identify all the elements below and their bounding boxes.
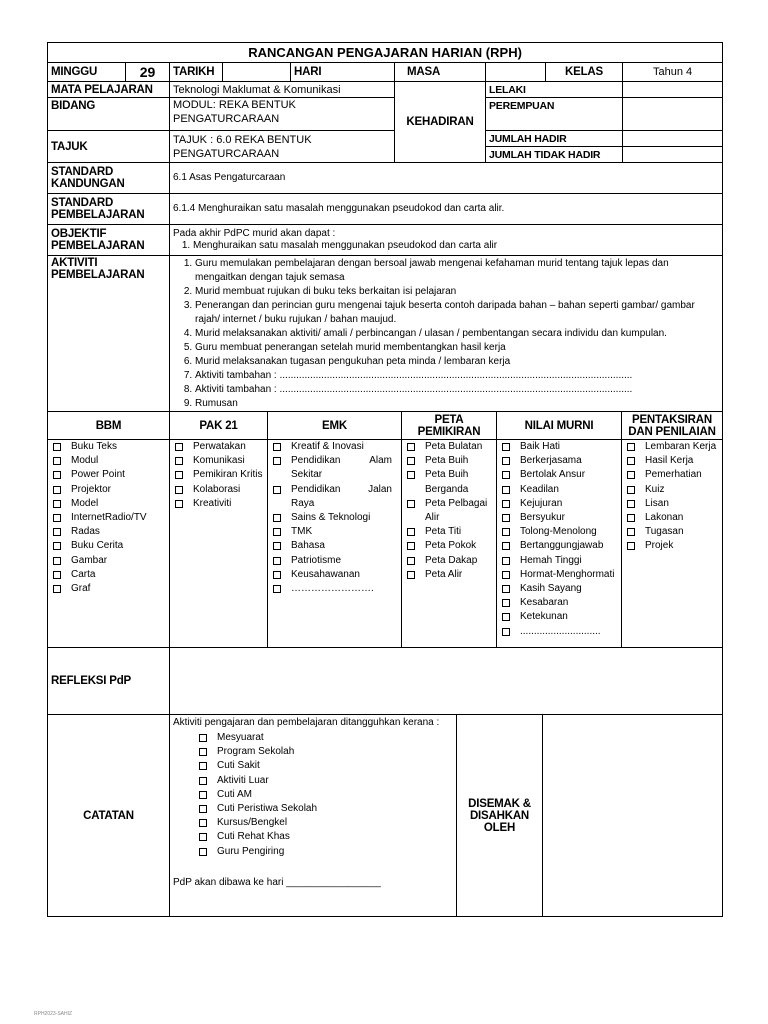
rph-form xyxy=(47,42,722,917)
mata-pelajaran-label: MATA PELAJARAN xyxy=(48,82,170,98)
catatan-checkbox-item[interactable] xyxy=(197,830,453,844)
checkbox-label: Peta Alir xyxy=(425,568,463,580)
checkbox-icon[interactable] xyxy=(273,528,281,536)
checkbox-label: Pendidikan Jalan Raya xyxy=(291,483,392,509)
emk-list-cell xyxy=(268,440,402,648)
pentaksiran-checkbox-item[interactable] xyxy=(625,454,719,468)
checkbox-icon[interactable] xyxy=(199,777,207,785)
catatan-checkbox-item[interactable] xyxy=(197,802,453,816)
checkbox-label: Kasih Sayang xyxy=(520,583,582,595)
refleksi-field[interactable] xyxy=(170,648,723,715)
form-title: RANCANGAN PENGAJARAN HARIAN (RPH) xyxy=(48,43,723,63)
checkbox-icon[interactable] xyxy=(199,748,207,756)
checkbox-icon[interactable] xyxy=(273,571,281,579)
objektif-item: 1. Menghuraikan satu masalah menggunakan pseudokod dan carta alir xyxy=(193,240,719,252)
catatan-label: CATATAN xyxy=(48,715,170,917)
tajuk-value[interactable]: TAJUK : 6.0 REKA BENTUK PENGATURCARAAN xyxy=(170,131,395,163)
standard-pembelajaran-label: STANDARD PEMBELAJARAN xyxy=(48,194,170,225)
peta-checkbox-item[interactable] xyxy=(405,440,493,454)
checkbox-icon[interactable] xyxy=(199,819,207,827)
checkbox-label: Pendidikan Alam Sekitar xyxy=(291,455,392,481)
peta-list xyxy=(405,440,493,582)
pak21-header: PAK 21 xyxy=(170,412,268,440)
checkbox-label: Model xyxy=(71,497,99,509)
nilai-checkbox-item[interactable] xyxy=(500,554,618,568)
aktiviti-item: 9. Rumusan xyxy=(195,397,719,411)
checkbox-icon[interactable] xyxy=(273,514,281,522)
pentaksiran-header: PENTAKSIRAN DAN PENILAIAN xyxy=(622,412,723,440)
nilai-checkbox-item[interactable] xyxy=(500,454,618,468)
checkbox-icon[interactable] xyxy=(627,471,635,479)
checkbox-label: Power Point xyxy=(71,469,125,481)
aktiviti-item: 1. Guru memulakan pembelajaran dengan bersoal jawab mengenai kefahaman murid tentang tajuk lepas dan mengaitkan dengan tajuk semasa xyxy=(195,257,719,285)
checkbox-icon[interactable] xyxy=(627,443,635,451)
emk-checkbox-item[interactable] xyxy=(271,554,392,568)
checkbox-icon[interactable] xyxy=(199,791,207,799)
catatan-checkbox-item[interactable] xyxy=(197,759,453,773)
checkbox-icon[interactable] xyxy=(53,514,61,522)
checkbox-icon[interactable] xyxy=(627,457,635,465)
checkbox-label: Komunikasi xyxy=(193,455,245,467)
checkbox-label: Hemah Tinggi xyxy=(520,554,582,566)
checkbox-label: Bahasa xyxy=(291,540,325,552)
checkbox-label: Lisan xyxy=(645,497,669,509)
checkbox-label: Peta Buih Berganda xyxy=(425,469,469,495)
tarikh-field[interactable] xyxy=(223,63,291,82)
pentaksiran-checkbox-item[interactable] xyxy=(625,539,719,553)
checkbox-label: Peta Dakap xyxy=(425,554,478,566)
refleksi-catatan-table xyxy=(47,647,723,917)
bbm-list-cell xyxy=(48,440,170,648)
bidang-value[interactable]: MODUL: REKA BENTUK PENGATURCARAAN xyxy=(170,98,395,131)
catatan-checkbox-item[interactable] xyxy=(197,788,453,802)
catatan-checkbox-item[interactable] xyxy=(197,745,453,759)
bbm-checkbox-item[interactable] xyxy=(51,511,166,525)
checkbox-icon[interactable] xyxy=(175,486,183,494)
aktiviti-item: 7. Aktiviti tambahan : ............................................................................................................................... xyxy=(195,369,719,383)
tajuk-label: TAJUK xyxy=(48,131,170,163)
objektif-label: OBJEKTIF PEMBELAJARAN xyxy=(48,225,170,256)
checkbox-label: Buku Teks xyxy=(71,441,117,452)
checkbox-label: InternetRadio/TV xyxy=(71,512,147,524)
checkbox-label: Tugasan xyxy=(645,526,684,538)
checkbox-label: Cuti Sakit xyxy=(217,760,260,772)
checkbox-icon[interactable] xyxy=(502,628,510,636)
pentaksiran-checkbox-item[interactable] xyxy=(625,468,719,482)
checkbox-label: Cuti Rehat Khas xyxy=(217,831,290,843)
checkbox-label: Kesabaran xyxy=(520,597,569,609)
disemak-label: DISEMAK & DISAHKAN OLEH xyxy=(457,715,543,917)
checkbox-icon[interactable] xyxy=(175,457,183,465)
peta-list-cell xyxy=(402,440,497,648)
checkbox-icon[interactable] xyxy=(407,500,415,508)
checkbox-label: Guru Pengiring xyxy=(217,845,285,857)
bbm-checkbox-item[interactable] xyxy=(51,440,166,454)
objektif-cell[interactable] xyxy=(170,225,723,256)
jumlah-hadir-label: JUMLAH HADIR xyxy=(486,131,623,147)
peta-checkbox-item[interactable] xyxy=(405,454,493,468)
refleksi-label: REFLEKSI PdP xyxy=(48,648,170,715)
checkbox-icon[interactable] xyxy=(502,486,510,494)
checkbox-label: Patriotisme xyxy=(291,554,342,566)
nilai-list xyxy=(500,440,618,639)
standard-kandungan-value[interactable]: 6.1 Asas Pengaturcaraan xyxy=(170,163,723,194)
checkbox-icon[interactable] xyxy=(502,542,510,550)
bbm-checkbox-item[interactable] xyxy=(51,497,166,511)
kelas-value[interactable]: Tahun 4 xyxy=(623,63,723,82)
checkbox-icon[interactable] xyxy=(273,443,281,451)
bbm-checkbox-item[interactable] xyxy=(51,568,166,582)
checkbox-label: Mesyuarat xyxy=(217,732,264,743)
bbm-checkbox-item[interactable] xyxy=(51,483,166,497)
nilai-header: NILAI MURNI xyxy=(497,412,622,440)
peta-checkbox-item[interactable] xyxy=(405,539,493,553)
pentaksiran-checkbox-item[interactable] xyxy=(625,440,719,454)
aktiviti-item: 2. Murid membuat rujukan di buku teks berkaitan isi pelajaran xyxy=(195,285,719,299)
lelaki-field[interactable] xyxy=(623,82,723,98)
checkbox-icon[interactable] xyxy=(407,542,415,550)
checkbox-label: Lakonan xyxy=(645,512,684,524)
bidang-label: BIDANG xyxy=(48,98,170,131)
checkbox-icon[interactable] xyxy=(53,443,61,451)
perempuan-field[interactable] xyxy=(623,98,723,131)
masa-label: MASA xyxy=(395,63,486,82)
checkbox-icon[interactable] xyxy=(502,500,510,508)
pak21-list xyxy=(173,440,264,511)
nilai-checkbox-item[interactable] xyxy=(500,440,618,454)
pentaksiran-checkbox-item[interactable] xyxy=(625,483,719,497)
checkbox-icon[interactable] xyxy=(53,500,61,508)
checkbox-label: Pemikiran Kritis xyxy=(193,469,263,481)
kehadiran-label: KEHADIRAN xyxy=(395,82,486,163)
checkbox-icon[interactable] xyxy=(502,471,510,479)
nilai-checkbox-item[interactable] xyxy=(500,468,618,482)
bbm-checkbox-item[interactable] xyxy=(51,525,166,539)
bbm-checkbox-item[interactable] xyxy=(51,468,166,482)
kelas-label: KELAS xyxy=(546,63,623,82)
checkbox-label: ……………………. xyxy=(291,583,374,595)
emk-checkbox-item[interactable] xyxy=(271,539,392,553)
checkbox-label: Hormat-Menghormati xyxy=(520,568,615,580)
checkbox-label: Kejujuran xyxy=(520,497,563,509)
checkbox-icon[interactable] xyxy=(502,599,510,607)
pentaksiran-checkbox-item[interactable] xyxy=(625,525,719,539)
checkbox-icon[interactable] xyxy=(199,762,207,770)
checkbox-label: Projek xyxy=(645,540,674,552)
pak21-checkbox-item[interactable] xyxy=(173,483,264,497)
aktiviti-label: AKTIVITI PEMBELAJARAN xyxy=(48,256,170,412)
standard-pembelajaran-value[interactable]: 6.1.4 Menghuraikan satu masalah menggunakan pseudokod dan carta alir. xyxy=(170,194,723,225)
catatan-checkbox-item[interactable] xyxy=(197,774,453,788)
nilai-checkbox-item[interactable] xyxy=(500,582,618,596)
checkbox-label: Lembaran Kerja xyxy=(645,441,717,452)
catatan-list xyxy=(173,731,453,859)
aktiviti-cell[interactable] xyxy=(170,256,723,412)
catatan-checkbox-item[interactable] xyxy=(197,816,453,830)
checkbox-label: Projektor xyxy=(71,483,112,495)
minggu-label: MINGGU xyxy=(48,63,126,82)
checkbox-icon[interactable] xyxy=(627,542,635,550)
peta-header: PETA PEMIKIRAN xyxy=(402,412,497,440)
rph-header-table xyxy=(47,42,723,412)
nilai-checkbox-item[interactable] xyxy=(500,610,618,624)
checkbox-label: Gambar xyxy=(71,554,108,566)
bbm-checkbox-item[interactable] xyxy=(51,554,166,568)
checkbox-label: Kuiz xyxy=(645,483,665,495)
emk-checkbox-item[interactable] xyxy=(271,440,392,454)
checkbox-label: Keusahawanan xyxy=(291,568,360,580)
jumlah-tidak-hadir-label: JUMLAH TIDAK HADIR xyxy=(486,147,623,163)
bbm-checkbox-item[interactable] xyxy=(51,582,166,596)
checkbox-icon[interactable] xyxy=(53,585,61,593)
checkbox-label: Baik Hati xyxy=(520,441,561,452)
aktiviti-item: 5. Guru membuat penerangan setelah murid membentangkan hasil kerja xyxy=(195,341,719,355)
checkbox-icon[interactable] xyxy=(407,443,415,451)
bbm-checkbox-item[interactable] xyxy=(51,539,166,553)
peta-checkbox-item[interactable] xyxy=(405,525,493,539)
nilai-checkbox-item[interactable] xyxy=(500,539,618,553)
checkbox-label: Berkerjasama xyxy=(520,455,582,467)
perempuan-label: PEREMPUAN xyxy=(486,98,623,131)
checkbox-label: Kolaborasi xyxy=(193,483,241,495)
pentaksiran-checkbox-item[interactable] xyxy=(625,511,719,525)
emk-checkbox-item[interactable] xyxy=(271,511,392,525)
bbm-checkbox-item[interactable] xyxy=(51,454,166,468)
checkbox-label: Graf xyxy=(71,583,91,595)
peta-checkbox-item[interactable] xyxy=(405,568,493,582)
checkbox-icon[interactable] xyxy=(273,457,281,465)
checkbox-label: Sains & Teknologi xyxy=(291,512,371,524)
nilai-checkbox-item[interactable] xyxy=(500,568,618,582)
checkbox-label: Modul xyxy=(71,455,99,467)
checkbox-icon[interactable] xyxy=(273,486,281,494)
emk-header: EMK xyxy=(268,412,402,440)
checkbox-icon[interactable] xyxy=(502,528,510,536)
catatan-checkbox-item[interactable] xyxy=(197,731,453,745)
checkbox-icon[interactable] xyxy=(53,457,61,465)
bbm-list xyxy=(51,440,166,596)
nilai-checkbox-item[interactable] xyxy=(500,625,618,639)
checkbox-label: Kreatif & Inovasi xyxy=(291,441,364,452)
pak21-checkbox-item[interactable] xyxy=(173,468,264,482)
nilai-checkbox-item[interactable] xyxy=(500,596,618,610)
checkbox-icon[interactable] xyxy=(273,585,281,593)
checkbox-label: Peta Bulatan xyxy=(425,441,483,452)
emk-list xyxy=(271,440,398,596)
emk-checkbox-item[interactable] xyxy=(271,582,392,596)
mata-pelajaran-value[interactable]: Teknologi Maklumat & Komunikasi xyxy=(170,82,395,98)
aktiviti-item: 6. Murid melaksanakan tugasan pengukuhan peta minda / lembaran kerja xyxy=(195,355,719,369)
pentaksiran-list-cell xyxy=(622,440,723,648)
checkbox-label: Perwatakan xyxy=(193,441,246,452)
checkbox-icon[interactable] xyxy=(53,486,61,494)
checkbox-label: Carta xyxy=(71,568,96,580)
peta-checkbox-item[interactable] xyxy=(405,468,493,496)
checkbox-label: Ketekunan xyxy=(520,611,568,623)
nilai-checkbox-item[interactable] xyxy=(500,497,618,511)
checkbox-label: Peta Titi xyxy=(425,526,462,538)
tarikh-label: TARIKH xyxy=(170,63,223,82)
standard-kandungan-label: STANDARD KANDUNGAN xyxy=(48,163,170,194)
pak21-checkbox-item[interactable] xyxy=(173,454,264,468)
checkbox-icon[interactable] xyxy=(502,443,510,451)
aktiviti-list xyxy=(173,257,719,411)
checkbox-icon[interactable] xyxy=(502,457,510,465)
catatan-checkbox-item[interactable] xyxy=(197,845,453,859)
checkbox-icon[interactable] xyxy=(627,514,635,522)
pentaksiran-checkbox-item[interactable] xyxy=(625,497,719,511)
checkbox-icon[interactable] xyxy=(175,443,183,451)
checkbox-icon[interactable] xyxy=(502,514,510,522)
checkbox-icon[interactable] xyxy=(407,557,415,565)
nilai-checkbox-item[interactable] xyxy=(500,525,618,539)
nilai-checkbox-item[interactable] xyxy=(500,483,618,497)
checkbox-icon[interactable] xyxy=(627,528,635,536)
checkbox-label: Peta Buih xyxy=(425,455,469,467)
checkbox-label: Cuti AM xyxy=(217,788,253,800)
masa-field[interactable] xyxy=(486,63,546,82)
checkbox-label: ............................. xyxy=(520,625,601,637)
aktiviti-item: 8. Aktiviti tambahan : ............................................................................................................................... xyxy=(195,383,719,397)
checkbox-icon[interactable] xyxy=(502,571,510,579)
pentaksiran-list xyxy=(625,440,719,554)
checklist-table xyxy=(47,411,723,648)
hari-label: HARI xyxy=(291,63,395,82)
checkbox-icon[interactable] xyxy=(273,557,281,565)
checkbox-label: Aktiviti Luar xyxy=(217,774,269,786)
checkbox-label: Peta Pelbagai Alir xyxy=(425,497,488,524)
peta-checkbox-item[interactable] xyxy=(405,554,493,568)
disemak-field[interactable] xyxy=(543,715,723,917)
checkbox-icon[interactable] xyxy=(627,500,635,508)
checkbox-label: Cuti Peristiwa Sekolah xyxy=(217,803,318,815)
minggu-value[interactable]: 29 xyxy=(126,63,170,82)
checkbox-icon[interactable] xyxy=(199,734,207,742)
footer-code: RPH2023-SAHIZ xyxy=(34,1011,73,1017)
checkbox-icon[interactable] xyxy=(53,471,61,479)
checkbox-icon[interactable] xyxy=(273,542,281,550)
checkbox-icon[interactable] xyxy=(199,848,207,856)
checkbox-icon[interactable] xyxy=(407,457,415,465)
emk-checkbox-item[interactable] xyxy=(271,483,392,511)
checkbox-label: Bersyukur xyxy=(520,512,566,524)
catatan-dibawa: PdP akan dibawa ke hari _________________ xyxy=(173,876,381,888)
checkbox-icon[interactable] xyxy=(502,613,510,621)
jumlah-tidak-hadir-field[interactable] xyxy=(623,147,723,163)
emk-checkbox-item[interactable] xyxy=(271,568,392,582)
checkbox-label: Kursus/Bengkel xyxy=(217,817,288,829)
checkbox-label: Tolong-Menolong xyxy=(520,526,597,538)
pak21-checkbox-item[interactable] xyxy=(173,497,264,511)
emk-checkbox-item[interactable] xyxy=(271,454,392,482)
pak21-checkbox-item[interactable] xyxy=(173,440,264,454)
checkbox-label: TMK xyxy=(291,526,313,538)
checkbox-icon[interactable] xyxy=(502,557,510,565)
checkbox-label: Bertanggungjawab xyxy=(520,540,604,552)
peta-checkbox-item[interactable] xyxy=(405,497,493,525)
bbm-header: BBM xyxy=(48,412,170,440)
checkbox-icon[interactable] xyxy=(407,528,415,536)
pak21-list-cell xyxy=(170,440,268,648)
checkbox-icon[interactable] xyxy=(175,500,183,508)
checkbox-icon[interactable] xyxy=(199,833,207,841)
lelaki-label: LELAKI xyxy=(486,82,623,98)
jumlah-hadir-field[interactable] xyxy=(623,131,723,147)
checkbox-icon[interactable] xyxy=(53,571,61,579)
objektif-intro: Pada akhir PdPC murid akan dapat : xyxy=(173,228,336,239)
checkbox-label: Bertolak Ansur xyxy=(520,469,586,481)
emk-checkbox-item[interactable] xyxy=(271,525,392,539)
checkbox-label: Program Sekolah xyxy=(217,746,295,758)
checkbox-icon[interactable] xyxy=(53,542,61,550)
aktiviti-item: 3. Penerangan dan perincian guru mengenai tajuk beserta contoh daripada bahan – bahan seperti gambar/ gambar rajah/ internet / buku rujukan / bahan maujud. xyxy=(195,299,719,327)
nilai-list-cell xyxy=(497,440,622,648)
catatan-cell[interactable] xyxy=(170,715,457,917)
checkbox-icon[interactable] xyxy=(407,471,415,479)
checkbox-icon[interactable] xyxy=(53,528,61,536)
aktiviti-item: 4. Murid melaksanakan aktiviti/ amali / perbincangan / ulasan / pembentangan secara individu dan kumpulan. xyxy=(195,327,719,341)
checkbox-icon[interactable] xyxy=(502,585,510,593)
checkbox-icon[interactable] xyxy=(199,805,207,813)
catatan-intro: Aktiviti pengajaran dan pembelajaran ditangguhkan kerana : xyxy=(173,717,440,728)
checkbox-label: Pemerhatian xyxy=(645,469,702,481)
checkbox-icon[interactable] xyxy=(175,471,183,479)
checkbox-icon[interactable] xyxy=(53,557,61,565)
checkbox-label: Hasil Kerja xyxy=(645,455,694,467)
checkbox-label: Keadilan xyxy=(520,483,559,495)
checkbox-label: Kreativiti xyxy=(193,497,232,509)
checkbox-icon[interactable] xyxy=(407,571,415,579)
checkbox-label: Buku Cerita xyxy=(71,540,124,552)
nilai-checkbox-item[interactable] xyxy=(500,511,618,525)
checkbox-icon[interactable] xyxy=(627,486,635,494)
checkbox-label: Peta Pokok xyxy=(425,540,477,552)
checkbox-label: Radas xyxy=(71,526,100,538)
